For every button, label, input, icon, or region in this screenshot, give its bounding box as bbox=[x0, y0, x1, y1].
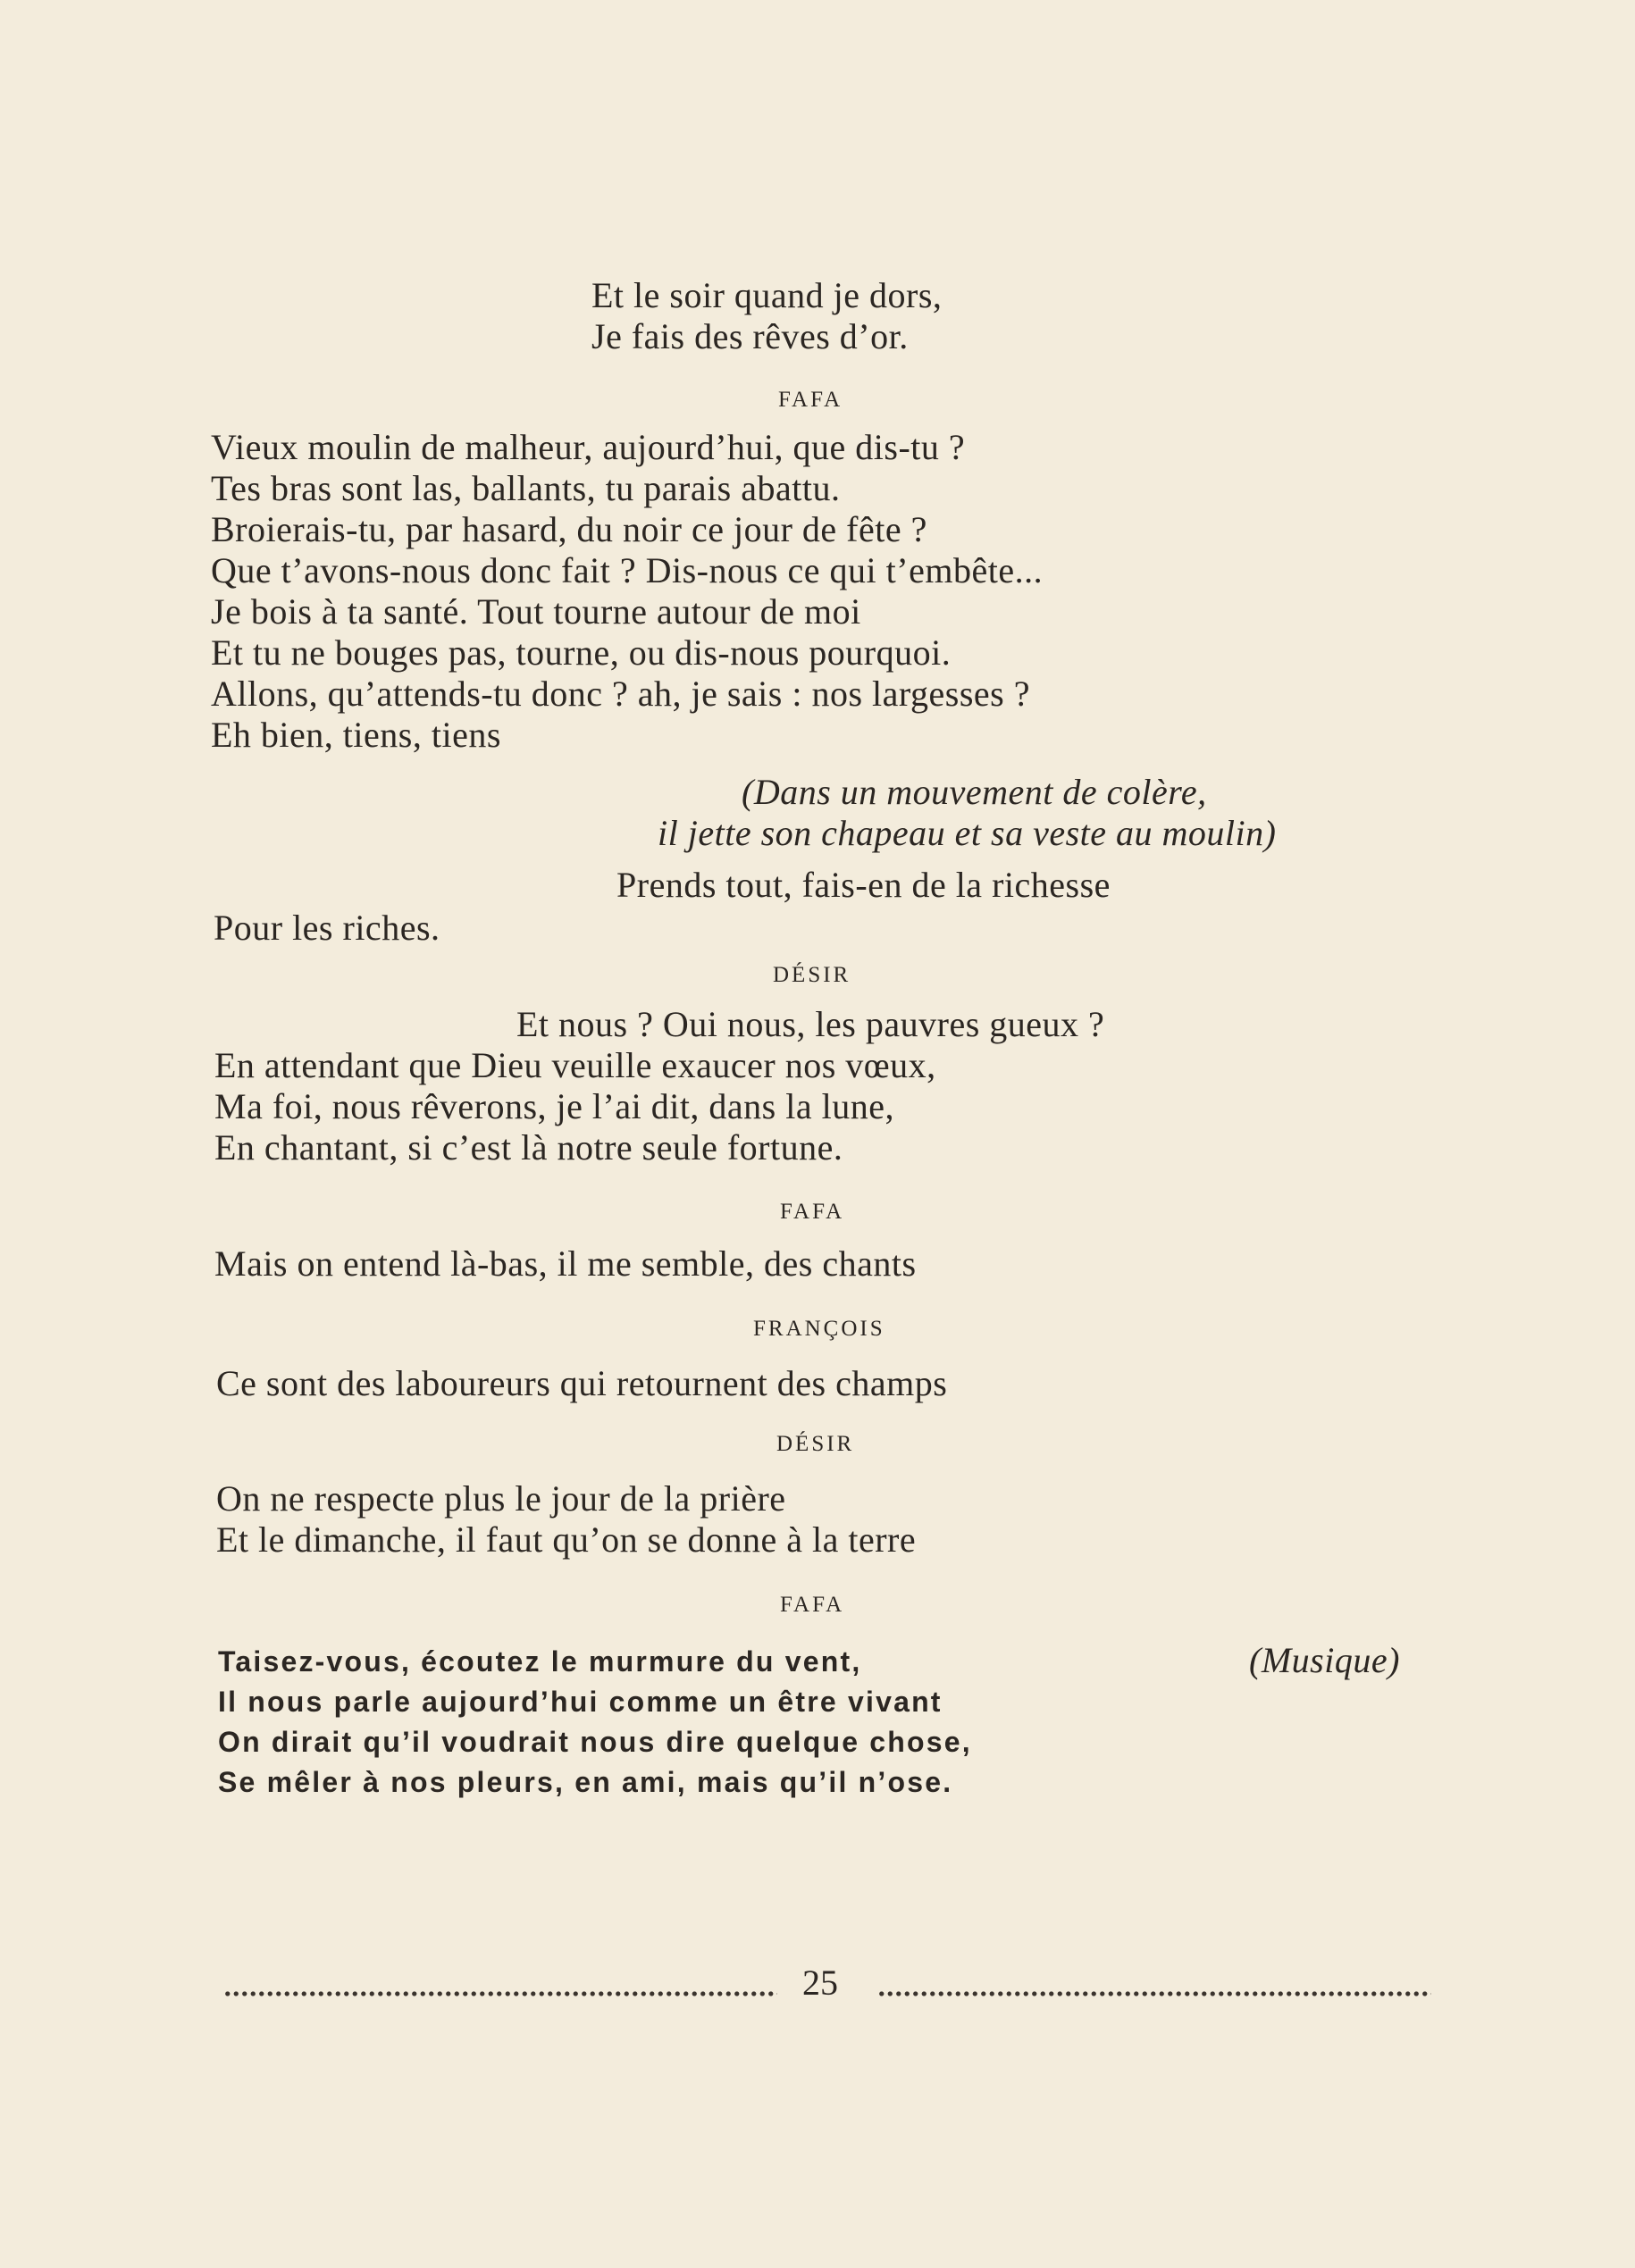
verse-line-bold: On dirait qu’il voudrait nous dire quelque chose, bbox=[218, 1726, 972, 1758]
verse-line: Allons, qu’attends-tu donc ? ah, je sais : nos largesses ? bbox=[211, 674, 1030, 714]
speaker-label: FAFA bbox=[780, 1200, 845, 1224]
verse-line-bold: Il nous parle aujourd’hui comme un être vivant bbox=[218, 1686, 943, 1718]
dotted-rule-right bbox=[877, 1990, 1431, 1997]
verse-line: Ce sont des laboureurs qui retournent des champs bbox=[216, 1363, 948, 1403]
verse-line: Mais on entend là-bas, il me semble, des chants bbox=[214, 1243, 917, 1284]
verse-line: Et nous ? Oui nous, les pauvres gueux ? bbox=[516, 1004, 1105, 1044]
intro-line: Et le soir quand je dors, bbox=[591, 275, 943, 315]
speaker-label: DÉSIR bbox=[773, 963, 851, 987]
stage-direction: il jette son chapeau et sa veste au moulin) bbox=[658, 813, 1277, 853]
verse-line: En attendant que Dieu veuille exaucer nos vœux, bbox=[214, 1045, 936, 1085]
verse-line: Ma foi, nous rêverons, je l’ai dit, dans la lune, bbox=[214, 1086, 894, 1126]
verse-line: En chantant, si c’est là notre seule fortune. bbox=[214, 1127, 843, 1167]
speaker-label: DÉSIR bbox=[776, 1432, 855, 1456]
verse-line: Que t’avons-nous donc fait ? Dis-nous ce qui t’embête... bbox=[211, 550, 1044, 590]
speaker-label: FRANÇOIS bbox=[753, 1317, 885, 1341]
speaker-label: FAFA bbox=[780, 1593, 845, 1617]
intro-line: Je fais des rêves d’or. bbox=[591, 316, 909, 356]
page-number: 25 bbox=[802, 1963, 838, 2003]
verse-line: Eh bien, tiens, tiens bbox=[211, 715, 501, 755]
dotted-rule-left bbox=[223, 1990, 777, 1997]
verse-line: Pour les riches. bbox=[214, 908, 440, 948]
verse-line: Prends tout, fais-en de la richesse bbox=[616, 865, 1111, 905]
verse-line-bold: Taisez-vous, écoutez le murmure du vent, bbox=[218, 1645, 862, 1678]
stage-direction: (Dans un mouvement de colère, bbox=[742, 772, 1207, 812]
verse-line: Vieux moulin de malheur, aujourd’hui, que dis-tu ? bbox=[211, 427, 966, 467]
verse-line: Tes bras sont las, ballants, tu parais abattu. bbox=[211, 468, 841, 508]
verse-line: Je bois à ta santé. Tout tourne autour de moi bbox=[211, 591, 861, 632]
stage-note: (Musique) bbox=[1249, 1640, 1400, 1680]
verse-line: Broierais-tu, par hasard, du noir ce jour de fête ? bbox=[211, 509, 927, 549]
verse-line: Et le dimanche, il faut qu’on se donne à la terre bbox=[216, 1519, 917, 1560]
verse-line: Et tu ne bouges pas, tourne, ou dis-nous pourquoi. bbox=[211, 632, 952, 673]
speaker-label: FAFA bbox=[778, 388, 843, 412]
verse-line: On ne respecte plus le jour de la prière bbox=[216, 1478, 786, 1519]
verse-line-bold: Se mêler à nos pleurs, en ami, mais qu’il n’ose. bbox=[218, 1766, 953, 1798]
